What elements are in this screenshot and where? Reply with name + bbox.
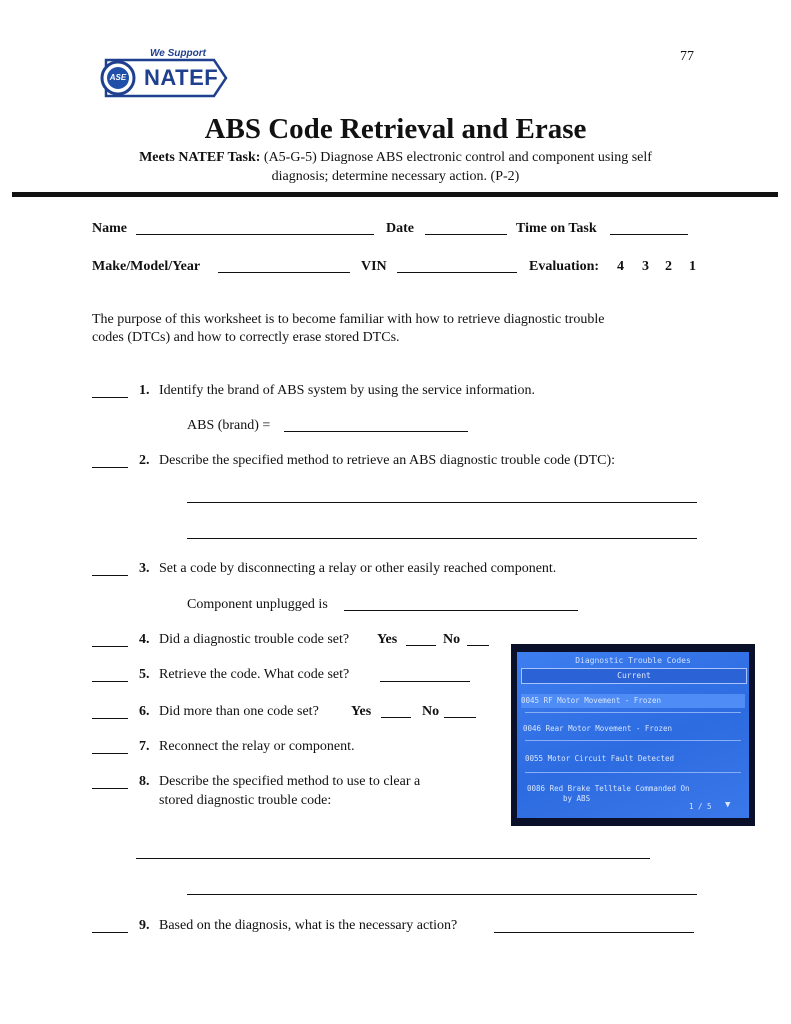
step-9-answer-field[interactable] (494, 932, 694, 933)
time-on-task-field[interactable] (610, 234, 688, 235)
task-text-1: (A5-G-5) Diagnose ABS electronic control and component using self (263, 150, 652, 165)
step-2-answer-line-1[interactable] (187, 502, 697, 503)
dtc-separator (525, 772, 741, 773)
dtc-code: 0046 (523, 724, 542, 733)
step-6-no-field[interactable] (444, 717, 476, 718)
step-4-yes-field[interactable] (406, 645, 436, 646)
dtc-description: Red Brake Telltale Commanded On (549, 784, 690, 793)
evaluation-score-1[interactable]: 1 (689, 259, 696, 274)
logo-top-text: We Support (150, 48, 206, 59)
evaluation-label: Evaluation: (529, 259, 600, 274)
step-1-number: 1. (139, 383, 150, 398)
step-4-no-field[interactable] (467, 645, 489, 646)
step-8-check[interactable] (92, 788, 128, 789)
dtc-code: 0086 (527, 784, 546, 793)
step-4-number: 4. (139, 632, 150, 647)
step-2-answer-line-2[interactable] (187, 538, 697, 539)
step-4-check[interactable] (92, 646, 128, 647)
dtc-row (521, 694, 745, 708)
logo-badge-text: ASE (109, 73, 127, 82)
step-5-check[interactable] (92, 681, 128, 682)
step-6-yes-field[interactable] (381, 717, 411, 718)
step-5-number: 5. (139, 667, 150, 682)
evaluation-score-3[interactable]: 3 (642, 259, 649, 274)
task-line-1 (0, 150, 791, 166)
page-title: ABS Code Retrieval and Erase (204, 113, 587, 145)
component-unplugged-field[interactable] (344, 610, 578, 611)
date-field[interactable] (425, 234, 507, 235)
task-label: Meets NATEF Task: (139, 150, 261, 165)
step-8-number: 8. (139, 774, 150, 789)
step-1-check[interactable] (92, 397, 128, 398)
step-1-text: Identify the brand of ABS system by using the service information. (159, 383, 535, 398)
dtc-separator (525, 740, 741, 741)
dtc-description: Rear Motor Movement - Frozen (545, 724, 673, 733)
scroll-down-icon: ▼ (725, 800, 731, 810)
scan-tool-screen-photo (511, 644, 755, 826)
scan-tool-display (517, 652, 749, 818)
dtc-code: 0045 (521, 696, 540, 705)
dtc-code: 0055 (525, 754, 544, 763)
dtc-current-tab-label: Current (617, 671, 651, 680)
step-9-check[interactable] (92, 932, 128, 933)
name-label: Name (92, 221, 127, 236)
evaluation-score-4[interactable]: 4 (617, 259, 624, 274)
step-5-answer-field[interactable] (380, 681, 470, 682)
step-6-text: Did more than one code set? (159, 704, 319, 719)
step-3-check[interactable] (92, 575, 128, 576)
abs-brand-field[interactable] (284, 431, 468, 432)
step-8-text-2: stored diagnostic trouble code: (159, 793, 332, 808)
step-7-check[interactable] (92, 753, 128, 754)
step-9-text: Based on the diagnosis, what is the necessary action? (159, 918, 458, 933)
logo-brand-text: NATEF (144, 65, 219, 90)
step-3-text: Set a code by disconnecting a relay or other easily reached component. (159, 561, 557, 576)
dtc-row (525, 754, 674, 763)
task-line-2: diagnosis; determine necessary action. (P-2) (271, 169, 520, 184)
make-model-year-label: Make/Model/Year (92, 259, 201, 274)
vin-field[interactable] (397, 272, 517, 273)
make-model-year-field[interactable] (218, 272, 350, 273)
purpose-line-1: The purpose of this worksheet is to become familiar with how to retrieve diagnostic trouble (92, 312, 605, 327)
step-2-number: 2. (139, 453, 150, 468)
dtc-row (527, 784, 690, 793)
dtc-description: RF Motor Movement - Frozen (543, 696, 661, 705)
step-6-no-label: No (422, 704, 440, 719)
evaluation-score-2[interactable]: 2 (665, 259, 672, 274)
component-unplugged-label: Component unplugged is (187, 597, 328, 612)
step-7-number: 7. (139, 739, 150, 754)
dtc-separator (525, 712, 741, 713)
purpose-line-2: codes (DTCs) and how to correctly erase stored DTCs. (92, 330, 400, 345)
dtc-description: Motor Circuit Fault Detected (547, 754, 675, 763)
step-6-yes-label: Yes (351, 704, 372, 719)
step-3-number: 3. (139, 561, 150, 576)
step-8-answer-line-2[interactable] (187, 894, 697, 895)
step-9-number: 9. (139, 918, 150, 933)
step-4-text: Did a diagnostic trouble code set? (159, 632, 350, 647)
date-label: Date (386, 221, 414, 236)
dtc-description-cont: by ABS (563, 794, 591, 803)
step-8-answer-line-1[interactable] (136, 858, 650, 859)
step-4-yes-label: Yes (377, 632, 398, 647)
step-6-number: 6. (139, 704, 150, 719)
dtc-screen-header: Diagnostic Trouble Codes (575, 656, 691, 665)
step-4-no-label: No (443, 632, 461, 647)
step-6-check[interactable] (92, 718, 128, 719)
dtc-row (523, 724, 672, 733)
header-divider (12, 192, 778, 197)
page-number: 77 (680, 49, 694, 64)
step-2-text: Describe the specified method to retrieve an ABS diagnostic trouble code (DTC): (159, 453, 616, 468)
step-5-text: Retrieve the code. What code set? (159, 667, 350, 682)
step-7-text: Reconnect the relay or component. (159, 739, 355, 754)
name-field[interactable] (136, 234, 374, 235)
dtc-current-tab (521, 668, 747, 684)
time-on-task-label: Time on Task (516, 221, 597, 236)
vin-label: VIN (361, 259, 387, 274)
natef-logo (96, 46, 231, 106)
dtc-pager: 1 / 5 (689, 802, 712, 811)
step-2-check[interactable] (92, 467, 128, 468)
step-8-text-1: Describe the specified method to use to clear a (159, 774, 421, 789)
abs-brand-label: ABS (brand) = (187, 418, 271, 433)
